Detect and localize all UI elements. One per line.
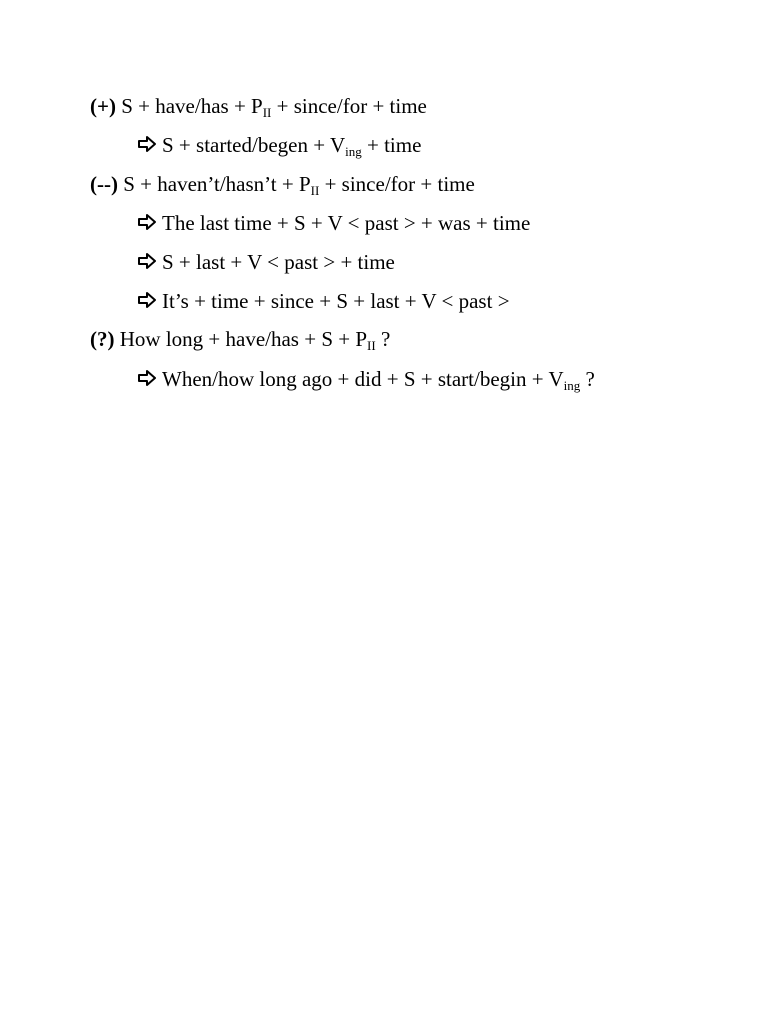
formula-text: ? (585, 367, 595, 391)
formula-text: + since/for + time (276, 94, 427, 118)
question-formula (90, 327, 390, 354)
negative-transform-3 (137, 289, 510, 313)
formula-text: S + haven’t/hasn’t + P (123, 172, 311, 196)
formula-text: S + have/has + P (121, 94, 263, 118)
affirmative-transform (137, 133, 421, 160)
negative-marker: (--) (90, 172, 118, 196)
subscript: II (310, 183, 320, 198)
negative-formula (90, 172, 475, 199)
right-outline-arrow-icon (137, 251, 157, 271)
right-outline-arrow-icon (137, 212, 157, 232)
formula-text: When/how long ago + did + S + start/begin + V (162, 367, 564, 391)
formula-text: + time (366, 133, 422, 157)
subscript: II (262, 105, 272, 120)
formula-text: S + started/begen + V (162, 133, 346, 157)
formula-text: It’s + time + since + S + last + V < past > (162, 289, 510, 313)
affirmative-marker: (+) (90, 94, 116, 118)
formula-text: ? (380, 327, 391, 351)
subscript: ing (563, 378, 581, 393)
affirmative-formula (90, 94, 427, 121)
subscript: ing (345, 144, 362, 159)
right-outline-arrow-icon (137, 368, 157, 388)
negative-transform-1 (137, 211, 530, 235)
subscript: II (367, 338, 376, 353)
question-transform (137, 367, 595, 394)
negative-transform-2 (137, 250, 395, 274)
right-outline-arrow-icon (137, 290, 157, 310)
formula-text: S + last + V < past > + time (162, 250, 395, 274)
question-marker: (?) (90, 327, 115, 351)
formula-text: How long + have/has + S + P (119, 327, 368, 351)
formula-text: The last time + S + V < past > + was + time (162, 211, 531, 235)
right-outline-arrow-icon (137, 134, 157, 154)
formula-text: + since/for + time (324, 172, 475, 196)
